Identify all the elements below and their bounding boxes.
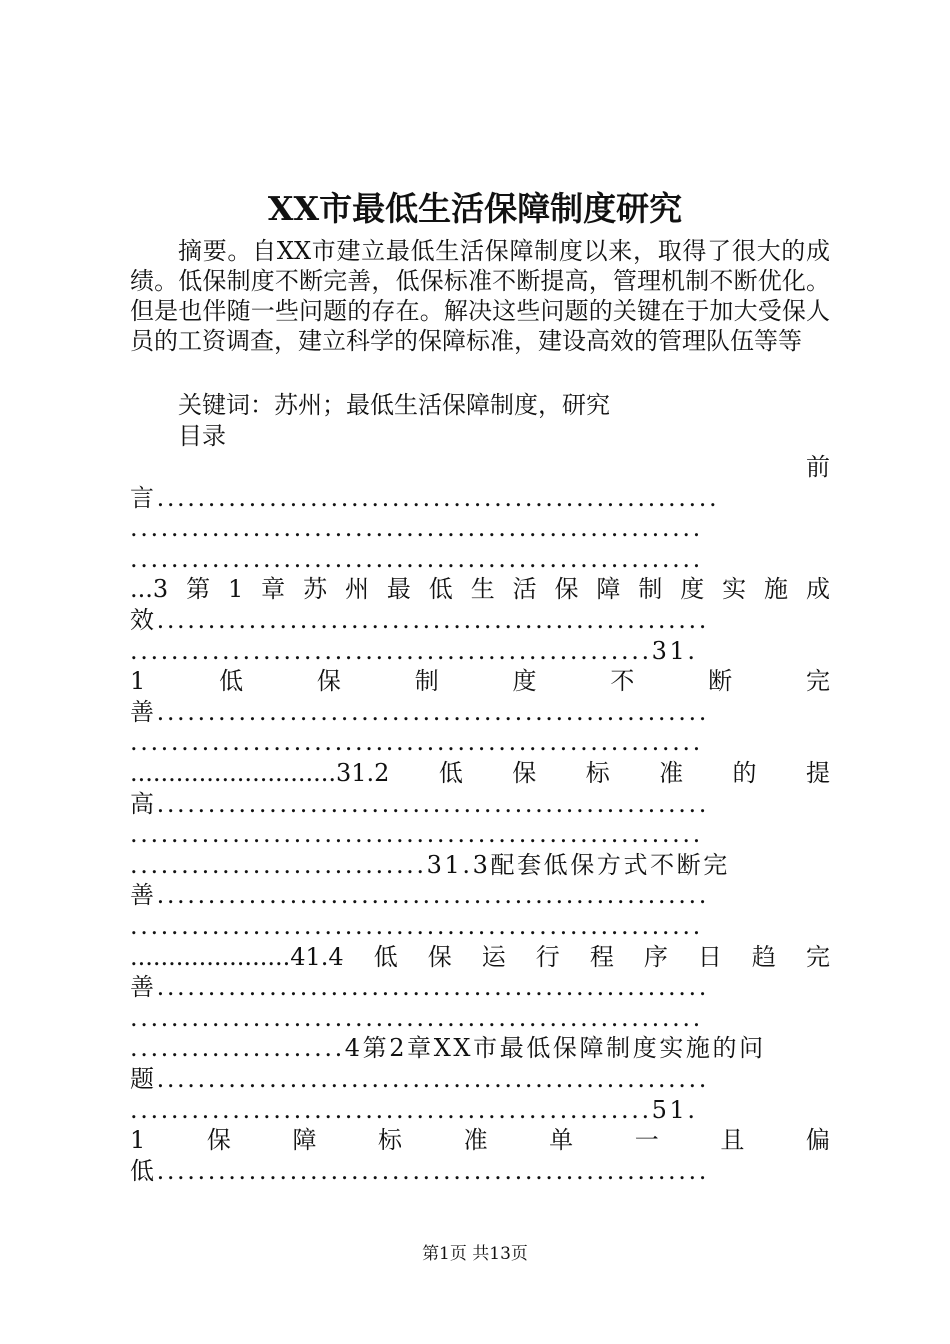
toc-line: ...3 第 1 章 苏 州 最 低 生 活 保 障 制 度 实 施 成 (130, 575, 830, 604)
toc-line: ........................................................ (130, 728, 703, 757)
toc-line: ........................................................ (130, 1003, 703, 1032)
toc-line: ........................................................ (130, 820, 703, 849)
toc-line: 效...................................................... (130, 606, 709, 634)
document-title: XX市最低生活保障制度研究 (267, 189, 683, 228)
toc-line: 善...................................................... (130, 697, 709, 726)
toc-line: 题...................................................... (130, 1065, 709, 1093)
toc-line: 善...................................................... (130, 973, 709, 1002)
toc-line: 言....................................................... (130, 483, 720, 512)
toc-line: ........................................................ (130, 544, 703, 573)
toc-line: ...................................................31. (130, 636, 698, 665)
toc-line: ...........................31.2 低 保 标 准 的 提 (130, 759, 830, 787)
toc-line: 低...................................................... (130, 1156, 709, 1185)
toc-line: .....................4第2章XX市最低保障制度实施的问 (130, 1034, 766, 1063)
toc-line: 1 保 障 标 准 单 一 且 偏 (130, 1126, 830, 1155)
toc-line: 前 (806, 453, 830, 481)
page-footer: 第1页 共13页 (422, 1244, 528, 1264)
keywords-line: 关键词：苏州；最低生活保障制度，研究 (178, 391, 610, 419)
toc-line: 善...................................................... (130, 881, 709, 910)
toc-line: ........................................................ (130, 912, 703, 940)
toc-heading: 目录 (178, 422, 226, 450)
toc-line: .............................31.3配套低保方式不断完 (130, 850, 730, 879)
toc-line: .....................41.4 低 保 运 行 程 序 日 趋 完 (130, 942, 830, 971)
toc-line: ...................................................51. (130, 1095, 698, 1124)
toc-line: ........................................................ (130, 514, 703, 543)
toc-line: 1 低 保 制 度 不 断 完 (130, 667, 830, 696)
abstract-paragraph: 摘要。自XX市建立最低生活保障制度以来，取得了很大的成绩。低保制度不断完善，低保标准不断提高，管理机制不断优化。但是也伴随一些问题的存在。解决这些问题的关键在于加大受保人员的工资调查，建立科学的保障标准，建设高效的管理队伍等等 (130, 237, 830, 355)
toc-line: 高...................................................... (130, 789, 709, 818)
